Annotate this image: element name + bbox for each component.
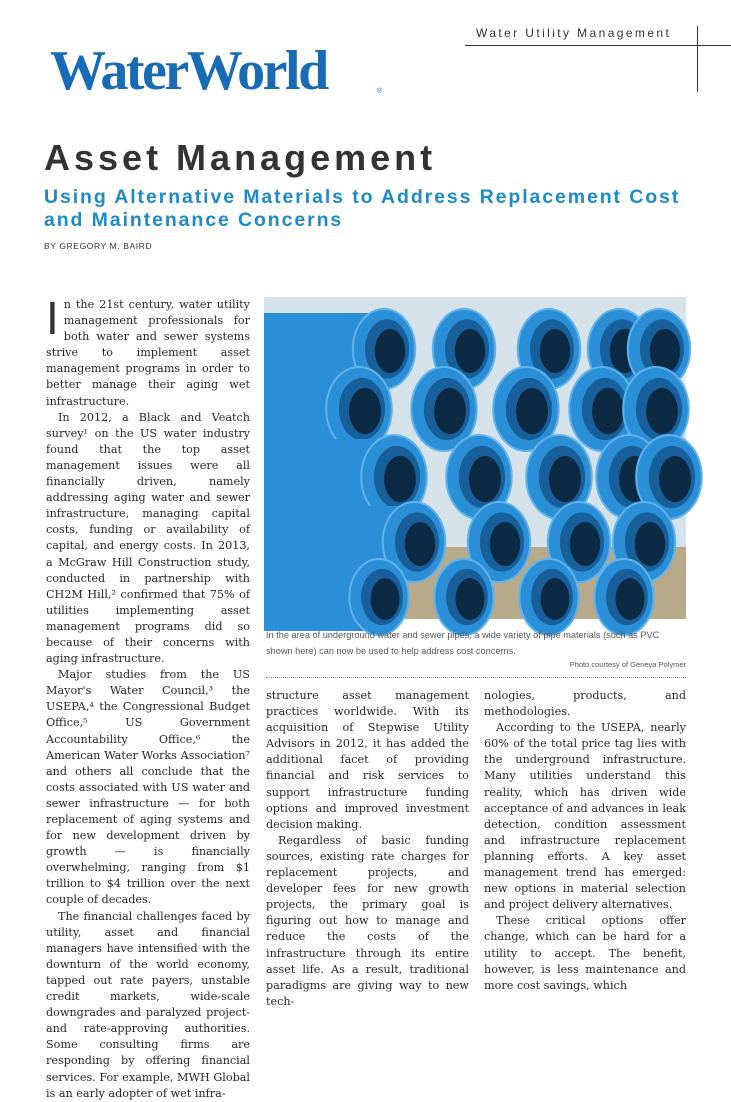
pipe-interior [540,329,570,373]
body-column-2 [266,688,469,1010]
pipe-interior [375,329,405,373]
pipe-interior [635,522,665,566]
running-head-rule [465,45,731,46]
article-title: Asset Management [44,137,437,178]
drop-cap: I [46,292,59,344]
pipe-interior [456,578,485,620]
pipe-interior [434,388,466,434]
running-head-divider [697,26,698,92]
pipe-photo [264,297,686,619]
running-head: Water Utility Management [476,26,672,40]
article-subtitle: Using Alternative Materials to Address Replacement Cost and Maintenance Concerns [44,186,681,231]
paragraph: Major studies from the US Mayor's Water Council,³ the USEPA,⁴ the Congressional Budget Office,⁵ US Government Accountability Office,⁶ the American Water Works Association⁷ and others all conclude that the costs associated with US water and sewer infrastructure — for both replacement of aging systems and for new development driven by growth — is financially overwhelming, ranging from $1 trillion to $4 trillion over the next couple of decades. [46,668,250,907]
paragraph: These critical options offer change, which can be hard for a utility to accept. The benefit, however, is less maintenance and more cost savings, which [484,914,686,992]
pipe-interior [646,388,678,434]
pvc-pipes-illustration [264,297,686,619]
paragraph: According to the USEPA, nearly 60% of the total price tag lies with the underground infrastructure. Many utilities understand this reality, which has driven wide acceptance of and advances in leak detection, condition assessment and infrastructure replacement planning efforts. A key asset management trend has emerged: new options in material selection and project delivery alternatives. [484,721,686,912]
magazine-logo: WaterWorld [50,40,327,102]
body-column-1 [46,292,250,1102]
pipe-interior [616,578,645,620]
pipe-interior [455,329,485,373]
pipe-interior [371,578,400,620]
paragraph-text: n the 21st century, water utility management professionals for both water and sewer systems strive to implement asset management programs in order to better manage their aging wet infrastructure. [46,298,250,408]
paragraph: The financial challenges faced by utility, asset and financial managers have intensified with the downturn of the world economy, tapped out rate payers, unstable credit markets, wide-scale downgrades and paralyzed project- and rate-approving authorities. Some consulting firms are responding by offering financial services. For example, MWH Global is an early adopter of wet infra- [46,909,250,1100]
pipe-interior [541,578,570,620]
paragraph [46,292,250,410]
pipe-interior [516,388,548,434]
pipe-interior [469,456,501,502]
pipe-interior [570,522,600,566]
pipe-interior [592,388,624,434]
article-byline: BY GREGORY M. BAIRD [44,241,153,251]
pipe-interior [405,522,435,566]
pipe-interior [490,522,520,566]
photo-credit: Photo courtesy of Geneva Polymer [569,660,686,669]
pipe-interior [384,456,416,502]
registered-mark: ® [377,88,383,95]
pipe-interior [349,388,381,434]
paragraph: nologies, products, and methodologies. [484,689,686,719]
paragraph: structure asset management practices worldwide. With its acquisition of Stepwise Utility Advisors in 2012, it has added the additional facet of providing financial and risk services to support infrastructure funding options and improved investment decision making. [266,689,469,831]
paragraph: In 2012, a Black and Veatch survey¹ on the US water industry found that the top asset management issues were all financially driven, namely addressing aging water and sewer infrastructure, managing capital costs, funding or availability of capital, and energy costs. In 2013, a McGraw Hill Construction study, conducted in partnership with CH2M Hill,² confirmed that 75% of utilities implementing asset management programs did so because of their concerns with aging infrastructure. [46,410,250,666]
paragraph: Regardless of basic funding sources, existing rate charges for replacement projects, and developer fees for new growth projects, the primary goal is figuring out how to manage and reduce the costs of the infrastructure through its entire asset life. As a result, traditional paradigms are giving way to new tech- [266,833,469,1008]
photo-caption: In the area of underground water and sewer pipes, a wide variety of pipe materials (such as PVC shown here) can now be used to help address cost concerns. [266,630,660,656]
caption-divider [266,677,686,678]
pipe-interior [659,456,691,502]
body-column-3 [484,688,686,994]
pipe-interior [549,456,581,502]
